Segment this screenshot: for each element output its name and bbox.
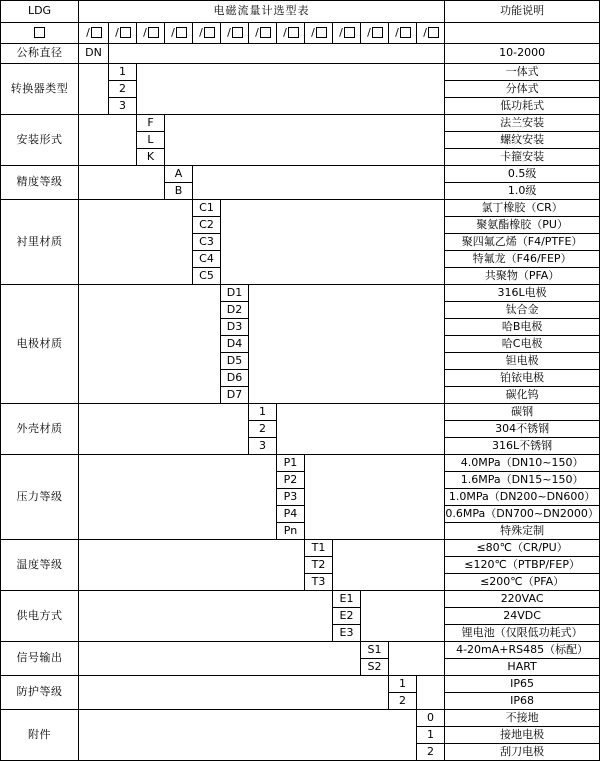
empty-span bbox=[79, 591, 333, 642]
code-box-cell-1 bbox=[79, 23, 109, 44]
code-cell: E3 bbox=[333, 625, 361, 642]
description-cell: 1.0MPa（DN200~DN600） bbox=[445, 489, 600, 506]
code-cell: S2 bbox=[361, 659, 389, 676]
empty-span bbox=[79, 285, 221, 404]
category-label: 精度等级 bbox=[1, 166, 79, 200]
code-cell: F bbox=[137, 115, 165, 132]
empty-span bbox=[79, 404, 249, 455]
code-box-cell-7 bbox=[249, 23, 277, 44]
slash-icon: / bbox=[395, 25, 399, 39]
row-signal-output-1 bbox=[1, 642, 600, 659]
empty-span bbox=[79, 676, 389, 710]
description-cell: 特氟龙（F46/FEP） bbox=[445, 251, 600, 268]
code-cell: 3 bbox=[109, 98, 137, 115]
row-converter-type-1 bbox=[1, 64, 600, 81]
code-cell: 2 bbox=[389, 693, 417, 710]
code-box-icon bbox=[260, 27, 271, 38]
empty-span bbox=[277, 404, 445, 455]
code-box-icon bbox=[204, 27, 215, 38]
row-lining-material-1 bbox=[1, 200, 600, 217]
code-box-icon bbox=[232, 27, 243, 38]
empty-span bbox=[79, 455, 277, 540]
description-cell: 螺纹安装 bbox=[445, 132, 600, 149]
code-cell: E2 bbox=[333, 608, 361, 625]
description-cell: 聚四氟乙烯（F4/PTFE） bbox=[445, 234, 600, 251]
category-label: 安装形式 bbox=[1, 115, 79, 166]
empty-span bbox=[165, 115, 445, 166]
row-electrode-material-1 bbox=[1, 285, 600, 302]
code-box-icon bbox=[316, 27, 327, 38]
code-box-icon bbox=[120, 27, 131, 38]
empty-span bbox=[389, 642, 445, 676]
code-cell: 1 bbox=[249, 404, 277, 421]
category-label: 附件 bbox=[1, 710, 79, 761]
table-title-row bbox=[1, 1, 600, 23]
category-label: 温度等级 bbox=[1, 540, 79, 591]
description-cell: 不接地 bbox=[445, 710, 600, 727]
description-cell: 分体式 bbox=[445, 81, 600, 98]
description-cell: 0.6MPa（DN700~DN2000） bbox=[445, 506, 600, 523]
description-cell: 铂铱电极 bbox=[445, 370, 600, 387]
empty-span bbox=[249, 285, 445, 404]
empty-span bbox=[333, 540, 445, 591]
slash-icon: / bbox=[143, 25, 147, 39]
row-housing-material-1 bbox=[1, 404, 600, 421]
category-label: 转换器类型 bbox=[1, 64, 79, 115]
code-box-icon bbox=[148, 27, 159, 38]
code-cell: 2 bbox=[109, 81, 137, 98]
empty-span bbox=[79, 64, 109, 115]
row-nominal-diameter bbox=[1, 44, 600, 64]
description-cell: 304不锈钢 bbox=[445, 421, 600, 438]
category-label: 防护等级 bbox=[1, 676, 79, 710]
page-title: 电磁流量计选型表 bbox=[79, 1, 445, 23]
row-pressure-rating-1 bbox=[1, 455, 600, 472]
description-cell: 316L不锈钢 bbox=[445, 438, 600, 455]
row-power-supply-1 bbox=[1, 591, 600, 608]
empty-span bbox=[221, 200, 445, 285]
code-cell: D4 bbox=[221, 336, 249, 353]
code-cell: C3 bbox=[193, 234, 221, 251]
code-cell: S1 bbox=[361, 642, 389, 659]
row-mounting-type-1 bbox=[1, 115, 600, 132]
description-cell: 钛合金 bbox=[445, 302, 600, 319]
empty-span bbox=[79, 166, 165, 200]
empty-span bbox=[79, 200, 193, 285]
code-cell: L bbox=[137, 132, 165, 149]
code-cell: C5 bbox=[193, 268, 221, 285]
code-box-cell-10 bbox=[333, 23, 361, 44]
slash-icon: / bbox=[311, 25, 315, 39]
row-temperature-rating-1 bbox=[1, 540, 600, 557]
description-cell: 法兰安装 bbox=[445, 115, 600, 132]
code-cell: C2 bbox=[193, 217, 221, 234]
description-cell: 刮刀电极 bbox=[445, 744, 600, 761]
empty-span bbox=[79, 540, 305, 591]
slash-icon: / bbox=[227, 25, 231, 39]
description-cell: 共聚物（PFA） bbox=[445, 268, 600, 285]
category-label: 信号输出 bbox=[1, 642, 79, 676]
code-cell: 1 bbox=[109, 64, 137, 81]
empty-span bbox=[137, 64, 445, 115]
code-cell: Pn bbox=[277, 523, 305, 540]
description-cell: 氯丁橡胶（CR） bbox=[445, 200, 600, 217]
code-cell: C4 bbox=[193, 251, 221, 268]
description-cell: 接地电极 bbox=[445, 727, 600, 744]
code-box-icon bbox=[344, 27, 355, 38]
description-cell: 低功耗式 bbox=[445, 98, 600, 115]
empty-span bbox=[79, 710, 417, 761]
code-box-icon bbox=[372, 27, 383, 38]
description-cell: 220VAC bbox=[445, 591, 600, 608]
empty-span bbox=[109, 44, 445, 64]
code-cell: C1 bbox=[193, 200, 221, 217]
code-cell: 0 bbox=[417, 710, 445, 727]
slash-icon: / bbox=[171, 25, 175, 39]
description-cell: ≤80℃（CR/PU） bbox=[445, 540, 600, 557]
slash-icon: / bbox=[339, 25, 343, 39]
row-protection-rating-1 bbox=[1, 676, 600, 693]
code-box-cell-5 bbox=[193, 23, 221, 44]
code-label: DN bbox=[79, 44, 109, 64]
category-label: 外壳材质 bbox=[1, 404, 79, 455]
description-cell: 卡箍安装 bbox=[445, 149, 600, 166]
code-cell: P2 bbox=[277, 472, 305, 489]
code-box-cell-11 bbox=[361, 23, 389, 44]
code-box-cell-12 bbox=[389, 23, 417, 44]
code-box-icon bbox=[288, 27, 299, 38]
empty-span bbox=[79, 115, 137, 166]
empty-span bbox=[79, 642, 361, 676]
code-cell: T2 bbox=[305, 557, 333, 574]
description-cell: 哈B电极 bbox=[445, 319, 600, 336]
empty-span bbox=[305, 455, 445, 540]
description-cell: IP65 bbox=[445, 676, 600, 693]
code-cell: P1 bbox=[277, 455, 305, 472]
code-cell: B bbox=[165, 183, 193, 200]
empty-span bbox=[193, 166, 445, 200]
description-cell: 0.5级 bbox=[445, 166, 600, 183]
description-cell: 1.0级 bbox=[445, 183, 600, 200]
description-cell: 碳化钨 bbox=[445, 387, 600, 404]
description-cell: 24VDC bbox=[445, 608, 600, 625]
code-cell: E1 bbox=[333, 591, 361, 608]
code-cell: D3 bbox=[221, 319, 249, 336]
description-cell: 锂电池（仅限低功耗式） bbox=[445, 625, 600, 642]
code-cell: D7 bbox=[221, 387, 249, 404]
code-cell: K bbox=[137, 149, 165, 166]
code-box-cell-3 bbox=[137, 23, 165, 44]
description-cell: 1.6MPa（DN15~150） bbox=[445, 472, 600, 489]
code-box-cell-2 bbox=[109, 23, 137, 44]
code-box-cell-4 bbox=[165, 23, 193, 44]
description-cell: IP68 bbox=[445, 693, 600, 710]
code-box-cell-9 bbox=[305, 23, 333, 44]
description-cell: 4-20mA+RS485（标配） bbox=[445, 642, 600, 659]
slash-icon: / bbox=[367, 25, 371, 39]
code-box-icon bbox=[428, 27, 439, 38]
code-box-icon bbox=[34, 27, 45, 38]
code-cell: D6 bbox=[221, 370, 249, 387]
category-label: 衬里材质 bbox=[1, 200, 79, 285]
category-label: 公称直径 bbox=[1, 44, 79, 64]
slash-icon: / bbox=[423, 25, 427, 39]
code-cell: 2 bbox=[249, 421, 277, 438]
code-cell: D1 bbox=[221, 285, 249, 302]
code-box-icon bbox=[400, 27, 411, 38]
code-cell: 1 bbox=[417, 727, 445, 744]
description-cell: 哈C电极 bbox=[445, 336, 600, 353]
description-cell: 10-2000 bbox=[445, 44, 600, 64]
description-cell: ≤200℃（PFA） bbox=[445, 574, 600, 591]
spacer-cell bbox=[445, 23, 600, 44]
slash-icon: / bbox=[199, 25, 203, 39]
slash-icon: / bbox=[283, 25, 287, 39]
code-cell: D2 bbox=[221, 302, 249, 319]
code-cell: 1 bbox=[389, 676, 417, 693]
description-cell: 特殊定制 bbox=[445, 523, 600, 540]
code-cell: A bbox=[165, 166, 193, 183]
code-box-cell-0 bbox=[1, 23, 79, 44]
code-box-cell-8 bbox=[277, 23, 305, 44]
row-accuracy-class-1 bbox=[1, 166, 600, 183]
description-cell: HART bbox=[445, 659, 600, 676]
model-prefix-header: LDG bbox=[1, 1, 79, 23]
code-cell: 3 bbox=[249, 438, 277, 455]
code-box-icon bbox=[176, 27, 187, 38]
description-cell: ≤120℃（PTBP/FEP） bbox=[445, 557, 600, 574]
description-cell: 聚氨酯橡胶（PU） bbox=[445, 217, 600, 234]
code-cell: D5 bbox=[221, 353, 249, 370]
description-cell: 一体式 bbox=[445, 64, 600, 81]
function-column-header: 功能说明 bbox=[445, 1, 600, 23]
empty-span bbox=[417, 676, 445, 710]
code-box-row bbox=[1, 23, 600, 44]
empty-span bbox=[361, 591, 445, 642]
code-cell: 2 bbox=[417, 744, 445, 761]
slash-icon: / bbox=[255, 25, 259, 39]
description-cell: 碳钢 bbox=[445, 404, 600, 421]
code-box-cell-6 bbox=[221, 23, 249, 44]
description-cell: 316L电极 bbox=[445, 285, 600, 302]
category-label: 电极材质 bbox=[1, 285, 79, 404]
code-cell: T3 bbox=[305, 574, 333, 591]
category-label: 供电方式 bbox=[1, 591, 79, 642]
code-cell: T1 bbox=[305, 540, 333, 557]
code-cell: P3 bbox=[277, 489, 305, 506]
code-box-icon bbox=[91, 27, 102, 38]
slash-icon: / bbox=[86, 25, 90, 39]
slash-icon: / bbox=[115, 25, 119, 39]
code-box-cell-13 bbox=[417, 23, 445, 44]
category-label: 压力等级 bbox=[1, 455, 79, 540]
description-cell: 钽电极 bbox=[445, 353, 600, 370]
description-cell: 4.0MPa（DN10~150） bbox=[445, 455, 600, 472]
row-accessory-1 bbox=[1, 710, 600, 727]
code-cell: P4 bbox=[277, 506, 305, 523]
